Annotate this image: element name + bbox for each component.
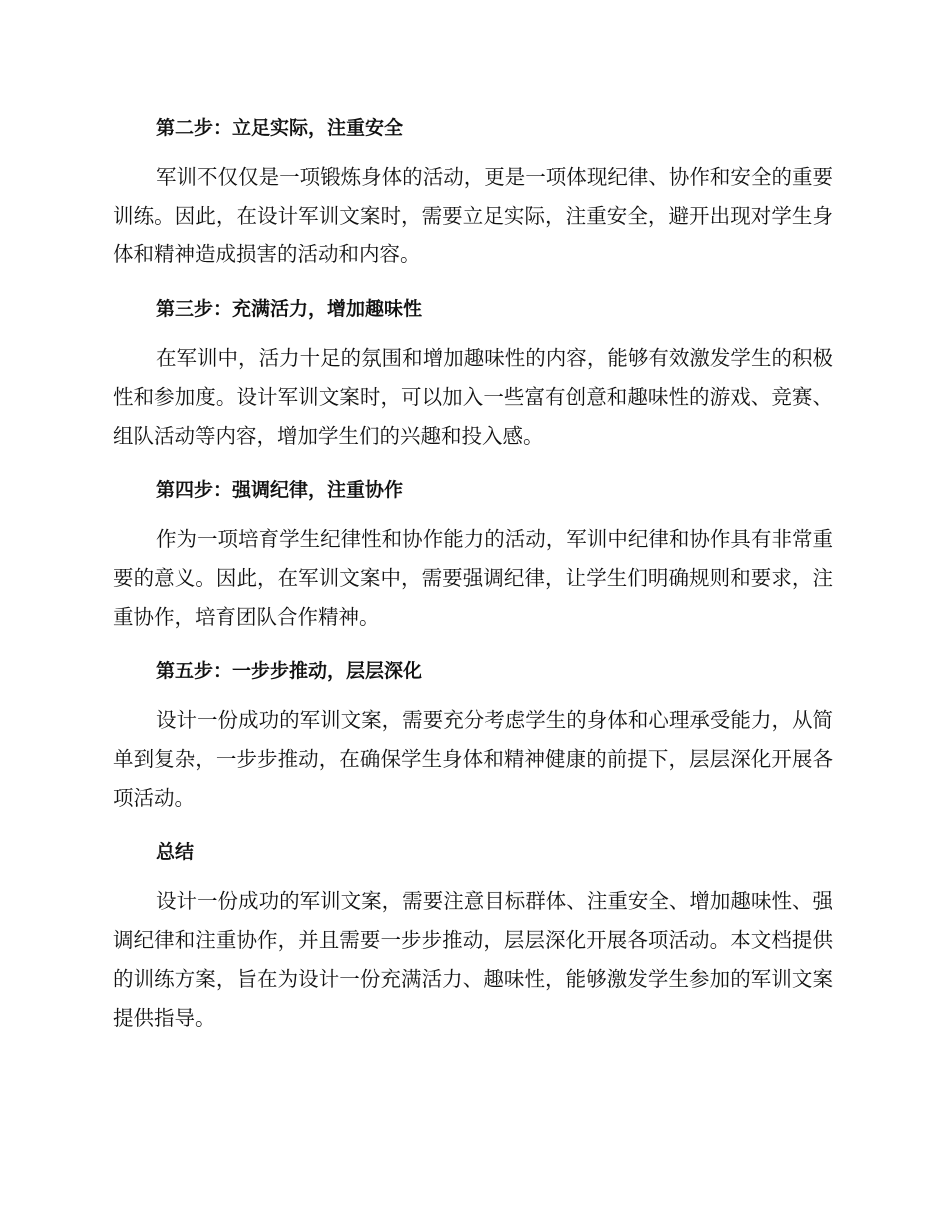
- section-paragraph-step-4: 作为一项培育学生纪律性和协作能力的活动，军训中纪律和协作具有非常重要的意义。因此，在军训文案中，需要强调纪律，让学生们明确规则和要求，注重协作，培育团队合作精神。: [113, 527, 833, 629]
- section-heading-summary: 总结: [156, 841, 195, 864]
- section-paragraph-step-2: 军训不仅仅是一项锻炼身体的活动，更是一项体现纪律、协作和安全的重要训练。因此，在设计军训文案时，需要立足实际，注重安全，避开出现对学生身体和精神造成损害的活动和内容。: [113, 165, 833, 267]
- section-heading-step-3: 第三步：充满活力，增加趣味性: [156, 298, 423, 321]
- section-heading-step-4: 第四步：强调纪律，注重协作: [156, 479, 404, 502]
- section-paragraph-summary: 设计一份成功的军训文案，需要注意目标群体、注重安全、增加趣味性、强调纪律和注重协作，并且需要一步步推动，层层深化开展各项活动。本文档提供的训练方案，旨在为设计一份充满活力、趣味性，能够激发学生参加的军训文案提供指导。: [113, 889, 833, 1030]
- section-paragraph-step-5: 设计一份成功的军训文案，需要充分考虑学生的身体和心理承受能力，从简单到复杂，一步步推动，在确保学生身体和精神健康的前提下，层层深化开展各项活动。: [113, 708, 833, 810]
- section-heading-step-2: 第二步：立足实际，注重安全: [156, 117, 404, 139]
- section-heading-step-5: 第五步：一步步推动，层层深化: [156, 660, 423, 683]
- section-paragraph-step-3: 在军训中，活力十足的氛围和增加趣味性的内容，能够有效激发学生的积极性和参加度。设计军训文案时，可以加入一些富有创意和趣味性的游戏、竞赛、组队活动等内容，增加学生们的兴趣和投入感。: [113, 346, 833, 448]
- document-body: [113, 108, 833, 1037]
